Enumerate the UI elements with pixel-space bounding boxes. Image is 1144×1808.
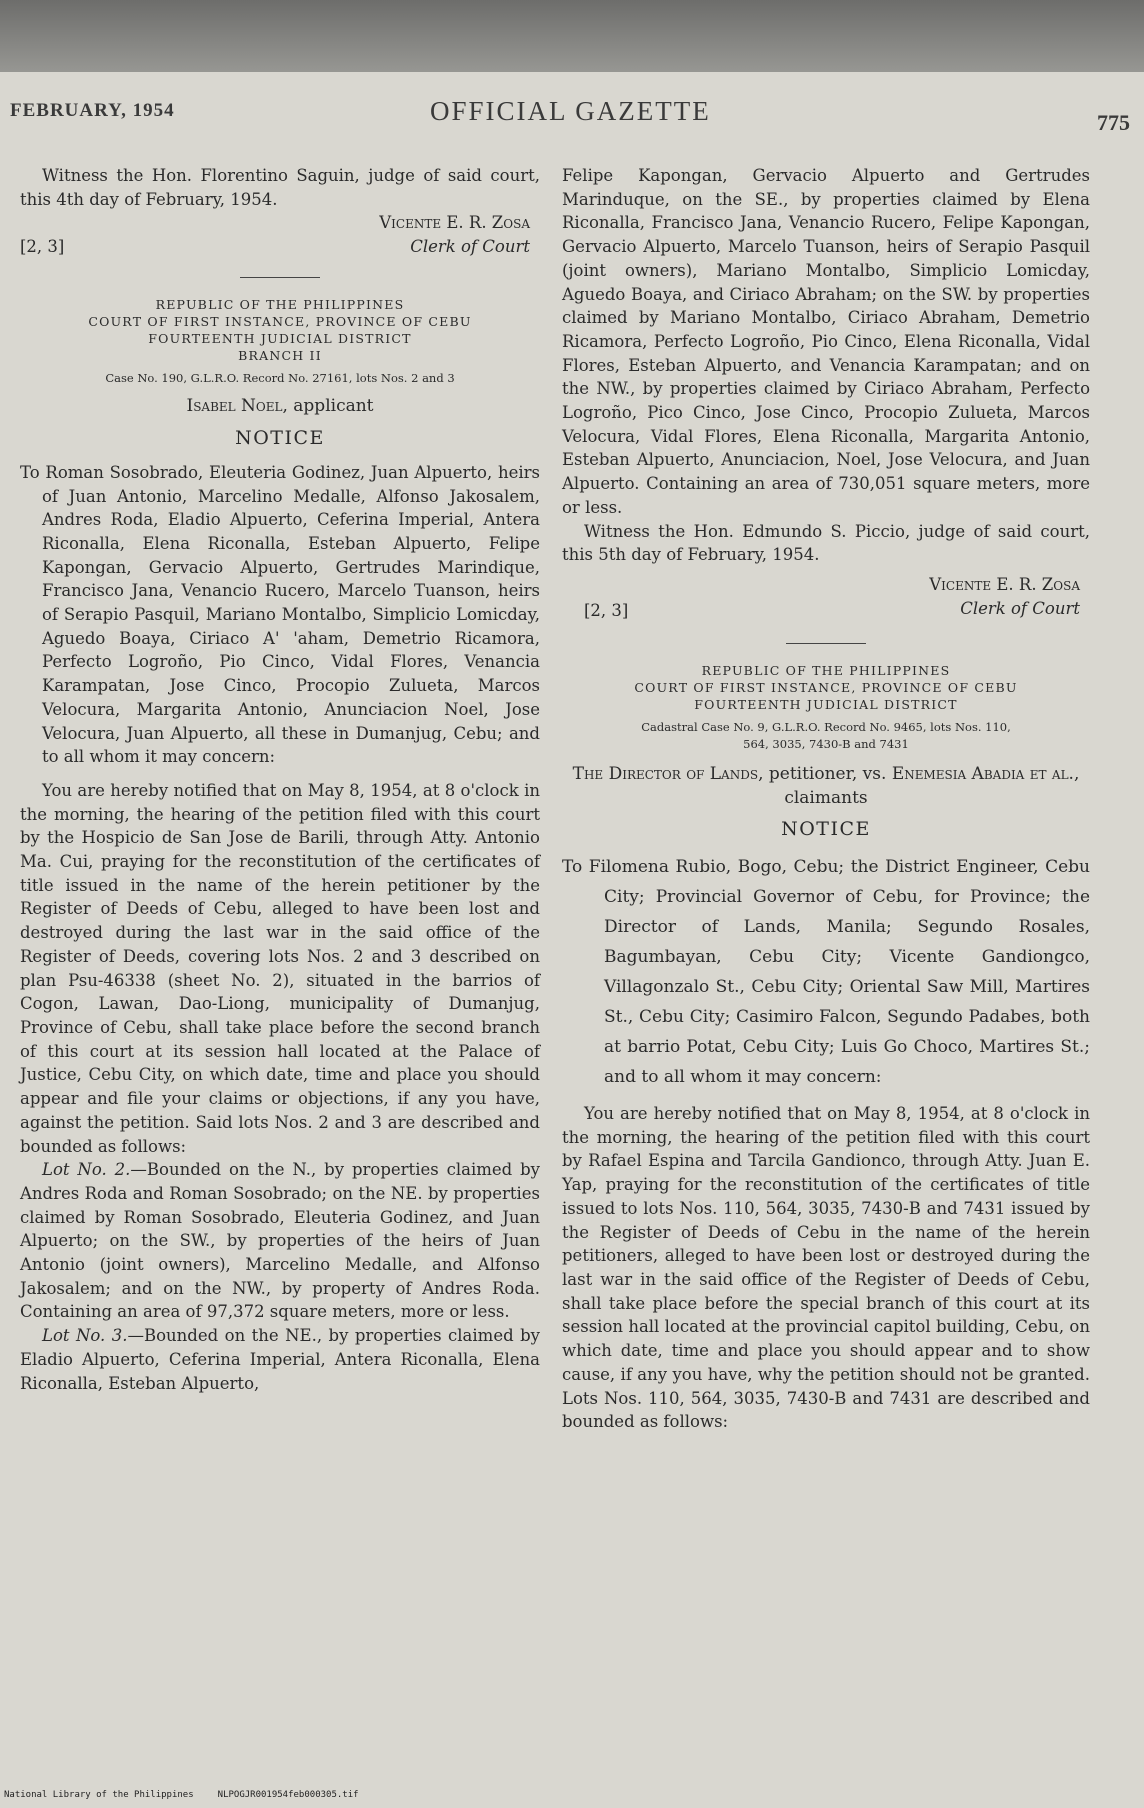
case-line-2 — [562, 719, 1090, 753]
court-line: COURT OF FIRST INSTANCE, PROVINCE OF CEBU — [634, 679, 1018, 695]
issue-ref-2: [2, 3] — [584, 600, 629, 620]
clerk-title-2: Clerk of Court — [960, 598, 1080, 618]
claimant-name: Enemesia Abadia et al. — [891, 763, 1074, 784]
notice-body-2: You are hereby notified that on May 8, 1954, at 8 o'clock in the morning, the hearing of the petition filed with this court by Rafael Espina and Tarcila Gandionco, through Atty. Juan E. Yap, praying for the reconstitution of the certificates of title issued to lots Nos. 110, 564, 3035, 7430-B and 7431 issued by the Register of Deeds of Cebu in the name of the herein petitioners, alleged to have been lost or destroyed during the last war in the said office of the Register of Deeds of Cebu, shall take place before the special branch of this court at its session hall located at the provincial capitol building, Cebu, on which date, time and place you should appear and to show cause, if any you have, why the petition should not be granted. Lots Nos. 110, 564, 3035, 7430-B and 7431 are described and bounded as follows: — [562, 1104, 1090, 1432]
signature-block-2 — [562, 573, 1090, 625]
lot-3-continuation: Felipe Kapongan, Gervacio Alpuerto and Gertrudes Marinduque, on the SE., by properties claimed by Elena Riconalla, Francisco Jana, Venancio Rucero, Felipe Kapongan, Gervacio Alpuerto, Marcelo Tuanson, heirs of Serapio Pasquil (joint owners), Mariano Montalbo, Simplicio Lomicday, Aguedo Boaya, and Ciriaco Abraham; on the SW. by properties claimed by Mariano Montalbo, Ciriaco Abraham, Demetrio Ricamora, Perfecto Logroño, Pio Cinco, Elena Riconalla, Vidal Flores, Esteban Alpuerto, and Venancia Karampatan; and on the NW., by properties claimed by Ciriaco Abraham, Perfecto Logroño, Pico Cinco, Jose Cinco, Procopio Zulueta, Marcos Velocura, Vidal Flores, Elena Riconalla, Margarita Antonio, Esteban Alpuerto, Anunciacion, Noel, Jose Velocura, and Juan Alpuerto. Containing an area of 730,051 square meters, more or less. — [562, 166, 1090, 517]
case-line-2b: 564, 3035, 7430-B and 7431 — [743, 736, 909, 751]
section-divider-1 — [240, 277, 320, 278]
petitioner-name: The Director of Lands — [572, 763, 759, 784]
scan-border — [0, 0, 1144, 78]
clerk-name-2: Vicente E. R. Zosa — [929, 574, 1080, 594]
notice-heading-1: NOTICE — [235, 427, 325, 450]
page-header — [10, 96, 1130, 136]
petitioner-mid: , petitioner, vs. — [758, 763, 892, 784]
lot-3-label: Lot No. 3. — [42, 1326, 128, 1346]
witness-paragraph-2: Witness the Hon. Edmundo S. Piccio, judge of said court, this 5th day of February, 1954. — [562, 521, 1090, 565]
court-heading-2 — [562, 662, 1090, 713]
page-number: 775 — [1097, 110, 1130, 135]
lot-2-label: Lot No. 2. — [42, 1160, 131, 1180]
signature-block-1 — [20, 211, 540, 259]
right-column — [562, 164, 1090, 1434]
header-date: FEBRUARY, 1954 — [10, 100, 175, 121]
footer-filename: NLPOGJR001954feb000305.tif — [217, 1790, 359, 1800]
applicant-line — [20, 395, 540, 419]
court-line: COURT OF FIRST INSTANCE, PROVINCE OF CEBU — [88, 314, 472, 330]
lot-3-description — [20, 1324, 540, 1395]
case-line-1: Case No. 190, G.L.R.O. Record No. 27161, lots Nos. 2 and 3 — [105, 371, 455, 386]
scan-footer — [4, 1790, 383, 1800]
claimant-suffix: , claimants — [784, 763, 1080, 808]
parties-line — [562, 763, 1090, 810]
header-title: OFFICIAL GAZETTE — [430, 96, 711, 126]
witness-paragraph-1: Witness the Hon. Florentino Saguin, judge of said court, this 4th day of February, 1954. — [20, 166, 540, 209]
notice-body-1: You are hereby notified that on May 8, 1954, at 8 o'clock in the morning, the hearing of the petition filed with this court by the Hospicio de San Jose de Barili, through Atty. Antonio Ma. Cui, praying for the reconstitution of the certificates of title issued in the name of the herein petitioner by the Register of Deeds of Cebu, alleged to have been lost and destroyed during the last war in the said office of the Register of Deeds, covering lots Nos. 2 and 3 described on plan Psu-46338 (sheet No. 2), situated in the barrios of Cogon, Lawan, Dao-Liong, municipality of Dumanjug, Province of Cebu, shall take place before the second branch of this court at its session hall located at the Palace of Justice, Cebu City, on which date, time and place you should appear and file your claims or objections, if any you have, against the petition. Said lots Nos. 2 and 3 are described and bounded as follows: — [20, 780, 540, 1156]
notice-heading-2: NOTICE — [781, 818, 871, 841]
court-heading-1 — [20, 296, 540, 364]
court-line: FOURTEENTH JUDICIAL DISTRICT — [694, 696, 958, 712]
lot-3-text: —Bounded on the NE., by properties claimed by Eladio Alpuerto, Ceferina Imperial, Antera Riconalla, Elena Riconalla, Esteban Alpuerto, — [20, 1326, 540, 1393]
gazette-page — [0, 72, 1144, 1808]
lot-2-description — [20, 1158, 540, 1324]
left-column — [20, 164, 540, 1395]
issue-ref-1: [2, 3] — [20, 237, 65, 257]
section-divider-2 — [786, 643, 866, 644]
court-line: FOURTEENTH JUDICIAL DISTRICT — [148, 331, 412, 347]
applicant-name: Isabel Noel — [186, 396, 283, 417]
court-line: BRANCH II — [238, 348, 322, 364]
court-line: REPUBLIC OF THE PHILIPPINES — [701, 662, 951, 678]
clerk-name-1: Vicente E. R. Zosa — [379, 213, 530, 233]
case-line-2a: Cadastral Case No. 9, G.L.R.O. Record No. 9465, lots Nos. 110, — [641, 719, 1011, 734]
lot-2-text: —Bounded on the N., by properties claimed by Andres Roda and Roman Sosobrado; on the NE. by properties claimed by Roman Sosobrado, Eleuteria Godinez, and Juan Alpuerto; on the SW., by properties of the heirs of Juan Antonio (joint owners), Marcelino Medalle, and Alfonso Jakosalem; and on the NW., by property of Andres Roda. Containing an area of 97,372 square meters, more or less. — [20, 1160, 540, 1322]
clerk-title-1: Clerk of Court — [410, 237, 530, 257]
court-line: REPUBLIC OF THE PHILIPPINES — [155, 297, 405, 313]
footer-library: National Library of the Philippines — [4, 1790, 194, 1800]
addressees-1: To Roman Sosobrado, Eleuteria Godinez, Juan Alpuerto, heirs of Juan Antonio, Marcelino Medalle, Alfonso Jakosalem, Andres Roda, Eladio Alpuerto, Ceferina Imperial, Antera Riconalla, Elena Riconalla, Esteban Alpuerto, Felipe Kapongan, Gervacio Alpuerto, Gertrudes Marindique, Francisco Jana, Venancio Rucero, Marcelo Tuanson, heirs of Serapio Pasquil, Mariano Montalbo, Simplicio Lomicday, Aguedo Boaya, Ciriaco A' 'aham, Demetrio Ricamora, Perfecto Logroño, Pio Cinco, Vidal Flores, Venancia Karampatan, Jose Cinco, Procopio Zulueta, Marcos Velocura, Margarita Antonio, Anunciacion Noel, Jose Velocura, Juan Alpuerto, all these in Dumanjug, Cebu; and to all whom it may concern: — [20, 462, 540, 767]
applicant-suffix: , applicant — [282, 396, 374, 417]
addressees-2: To Filomena Rubio, Bogo, Cebu; the District Engineer, Cebu City; Provincial Governor of Cebu, for Province; the Director of Lands, Manila; Segundo Rosales, Bagumbayan, Cebu City; Vicente Gandiongco, Villagonzalo St., Cebu City; Oriental Saw Mill, Martires St., Cebu City; Casimiro Falcon, Segundo Padabes, both at barrio Potat, Cebu City; Luis Go Choco, Martires St.; and to all whom it may concern: — [562, 857, 1090, 1088]
